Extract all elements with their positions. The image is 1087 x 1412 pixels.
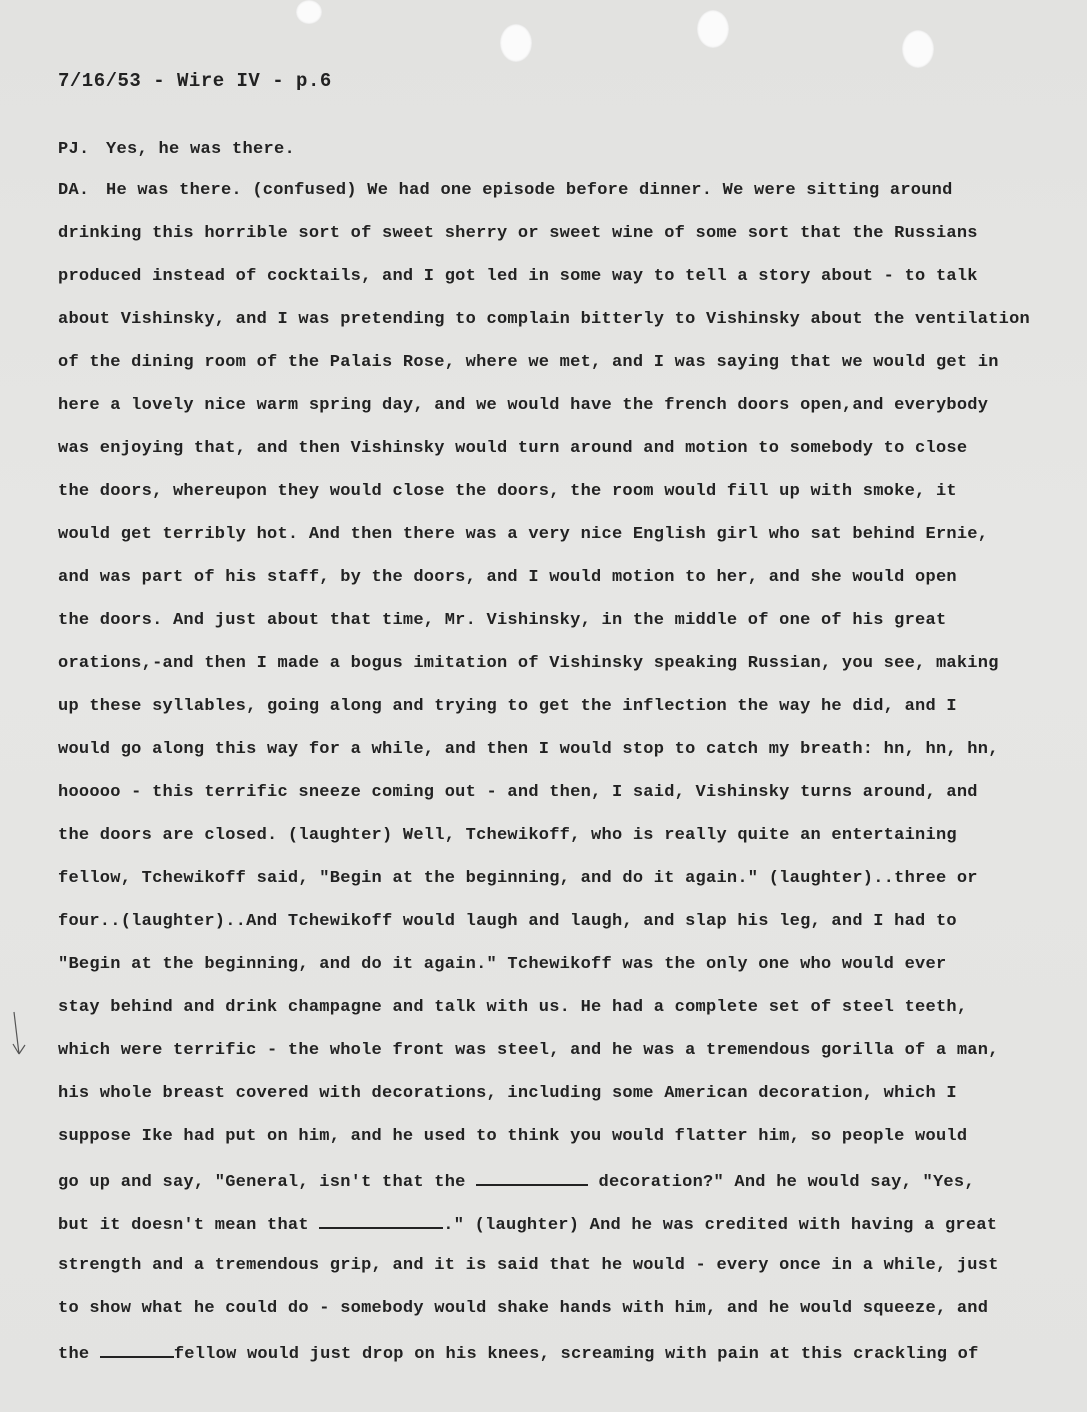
blank-underline: [100, 1342, 174, 1358]
transcript-line: the doors are closed. (laughter) Well, Tchewikoff, who is really quite an entertaining: [58, 826, 957, 845]
transcript-line: produced instead of cocktails, and I got led in some way to tell a story about - to talk: [58, 267, 978, 286]
blank-underline: [319, 1213, 443, 1229]
line-text: but it doesn't mean that: [58, 1216, 309, 1235]
blank-underline: [476, 1170, 588, 1186]
transcript-line: which were terrific - the whole front was steel, and he was a tremendous gorilla of a man,: [58, 1041, 999, 1060]
transcript-line: here a lovely nice warm spring day, and we would have the french doors open,and everybody: [58, 396, 989, 415]
transcript-line: was enjoying that, and then Vishinsky would turn around and motion to somebody to close: [58, 439, 968, 458]
transcript-line: [58, 1342, 1058, 1385]
line-text: Yes, he was there.: [106, 140, 296, 159]
line-text: decoration?" And he would say, "Yes,: [598, 1173, 975, 1192]
speaker-label: DA.: [58, 181, 90, 200]
transcript-line: orations,-and then I made a bogus imitation of Vishinsky speaking Russian, you see, making: [58, 654, 999, 673]
transcript-line: "Begin at the beginning, and do it again." Tchewikoff was the only one who would ever: [58, 955, 947, 974]
transcript-line: [58, 181, 1058, 224]
transcript-line: the doors. And just about that time, Mr. Vishinsky, in the middle of one of his great: [58, 611, 947, 630]
transcript-line: strength and a tremendous grip, and it is said that he would - every once in a while, just: [58, 1256, 999, 1275]
line-text: He was there. (confused) We had one episode before dinner. We were sitting around: [106, 181, 953, 200]
transcript-line: [58, 1213, 1058, 1256]
punch-hole: [902, 30, 934, 68]
transcript-line: drinking this horrible sort of sweet sherry or sweet wine of some sort that the Russians: [58, 224, 978, 243]
line-text: go up and say, "General, isn't that the: [58, 1173, 466, 1192]
transcript-line: would go along this way for a while, and then I would stop to catch my breath: hn, hn, hn,: [58, 740, 999, 759]
transcript-line: his whole breast covered with decorations, including some American decoration, which I: [58, 1084, 957, 1103]
transcript-line: up these syllables, going along and trying to get the inflection the way he did, and I: [58, 697, 957, 716]
line-text: fellow would just drop on his knees, screaming with pain at this crackling of: [173, 1345, 979, 1364]
transcript-line: [58, 1170, 1058, 1213]
speaker-label: PJ.: [58, 140, 90, 159]
transcript-line: stay behind and drink champagne and talk with us. He had a complete set of steel teeth,: [58, 998, 968, 1017]
line-text: ." (laughter) And he was credited with having a great: [443, 1216, 998, 1235]
transcript-line: and was part of his staff, by the doors, and I would motion to her, and she would open: [58, 568, 957, 587]
margin-arrow-icon: [10, 1010, 30, 1058]
transcript-body: [58, 181, 1058, 1385]
punch-hole: [296, 0, 322, 24]
transcript-line: hooooo - this terrific sneeze coming out - and then, I said, Vishinsky turns around, and: [58, 783, 978, 802]
transcript-line: would get terribly hot. And then there was a very nice English girl who sat behind Ernie,: [58, 525, 989, 544]
transcript-line: four..(laughter)..And Tchewikoff would laugh and laugh, and slap his leg, and I had to: [58, 912, 957, 931]
line-text: the: [58, 1345, 90, 1364]
transcript-line: suppose Ike had put on him, and he used to think you would flatter him, so people would: [58, 1127, 968, 1146]
transcript-line: to show what he could do - somebody would shake hands with him, and he would squeeze, and: [58, 1299, 989, 1318]
punch-hole: [697, 10, 729, 48]
pj-line: [58, 140, 295, 159]
transcript-line: of the dining room of the Palais Rose, where we met, and I was saying that we would get in: [58, 353, 999, 372]
transcript-line: the doors, whereupon they would close the doors, the room would fill up with smoke, it: [58, 482, 957, 501]
punch-hole: [500, 24, 532, 62]
page-header: 7/16/53 - Wire IV - p.6: [58, 70, 332, 92]
transcript-line: about Vishinsky, and I was pretending to complain bitterly to Vishinsky about the ventilation: [58, 310, 1031, 329]
transcript-line: fellow, Tchewikoff said, "Begin at the beginning, and do it again." (laughter)..three or: [58, 869, 978, 888]
